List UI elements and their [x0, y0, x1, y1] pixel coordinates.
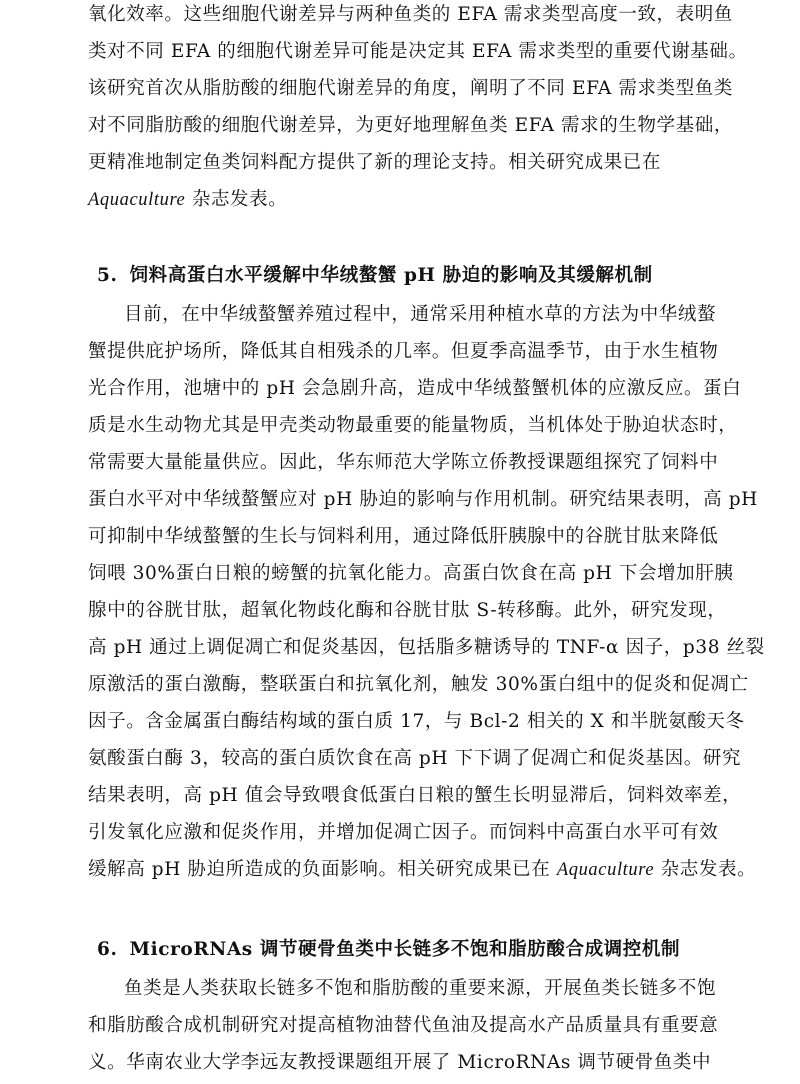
line-tail: 杂志发表。 [654, 859, 757, 880]
paragraph-line: 因子。含金属蛋白酶结构域的蛋白质 17，与 Bcl-2 相关的 X 和半胱氨酸天冬 [88, 711, 745, 732]
paragraph-line: 氧化效率。这些细胞代谢差异与两种鱼类的 EFA 需求类型高度一致，表明鱼 [88, 4, 733, 25]
paragraph-line: 该研究首次从脂肪酸的细胞代谢差异的角度，阐明了不同 EFA 需求类型鱼类 [88, 78, 733, 99]
paragraph-line: 结果表明，高 pH 值会导致喂食低蛋白日粮的蟹生长明显滞后，饲料效率差， [88, 785, 742, 806]
section-title: 调节硬骨鱼类中长链多不饱和脂肪酸合成调控机制 [252, 939, 681, 960]
section-title-latin: MicroRNAs [129, 939, 253, 960]
paragraph-line: 可抑制中华绒螯蟹的生长与饲料利用，通过降低肝胰腺中的谷胱甘肽来降低 [88, 526, 719, 547]
journal-name: Aquaculture [88, 190, 186, 210]
paragraph-line: 原激活的蛋白激酶，整联蛋白和抗氧化剂，触发 30%蛋白组中的促炎和促凋亡 [88, 674, 749, 695]
paragraph-line: 高 pH 通过上调促凋亡和促炎基因，包括脂多糖诱导的 TNF-α 因子，p38 丝裂 [88, 637, 765, 658]
paragraph-line: 对不同脂肪酸的细胞代谢差异，为更好地理解鱼类 EFA 需求的生物学基础， [88, 115, 733, 136]
paragraph-line: 义。华南农业大学李远友教授课题组开展了 MicroRNAs 调节硬骨鱼类中 [88, 1052, 712, 1073]
paragraph-line [88, 858, 757, 882]
paragraph-line: 鱼类是人类获取长链多不饱和脂肪酸的重要来源，开展鱼类长链多不饱 [124, 978, 717, 999]
paragraph-line: 引发氧化应激和促炎作用，并增加促凋亡因子。而饲料中高蛋白水平可有效 [88, 822, 719, 843]
paragraph-line: 光合作用，池塘中的 pH 会急剧升高，造成中华绒螯蟹机体的应激反应。蛋白 [88, 378, 742, 399]
section-number: 6. [97, 939, 118, 960]
journal-name: Aquaculture [556, 860, 655, 880]
paragraph-line: 更精准地制定鱼类饲料配方提供了新的理论支持。相关研究成果已在 [88, 152, 662, 173]
line-tail: 杂志发表。 [185, 189, 288, 210]
paragraph-line: 目前，在中华绒螯蟹养殖过程中，通常采用种植水草的方法为中华绒螯 [124, 304, 717, 325]
section-number: 5. [97, 265, 118, 286]
paragraph-line: 蛋白水平对中华绒螯蟹应对 pH 胁迫的影响与作用机制。研究结果表明，高 pH [88, 489, 758, 510]
section-title: 饲料高蛋白水平缓解中华绒螯蟹 pH 胁迫的影响及其缓解机制 [129, 265, 653, 286]
paragraph-line: 和脂肪酸合成机制研究对提高植物油替代鱼油及提高水产品质量具有重要意 [88, 1015, 719, 1036]
section-heading-5 [97, 264, 653, 288]
line-head: 缓解高 pH 胁迫所造成的负面影响。相关研究成果已在 [88, 859, 557, 880]
paragraph-line: 饲喂 30%蛋白日粮的螃蟹的抗氧化能力。高蛋白饮食在高 pH 下会增加肝胰 [88, 563, 734, 584]
paragraph-line: 类对不同 EFA 的细胞代谢差异可能是决定其 EFA 需求类型的重要代谢基础。 [88, 41, 748, 62]
paragraph-line: 常需要大量能量供应。因此，华东师范大学陈立侨教授课题组探究了饲料中 [88, 452, 719, 473]
paragraph-line: 蟹提供庇护场所，降低其自相残杀的几率。但夏季高温季节，由于水生植物 [88, 341, 719, 362]
paragraph-line: 腺中的谷胱甘肽，超氧化物歧化酶和谷胱甘肽 S-转移酶。此外，研究发现， [88, 600, 727, 621]
section-heading-6 [97, 938, 680, 962]
paragraph-line: 氨酸蛋白酶 3，较高的蛋白质饮食在高 pH 下下调了促凋亡和促炎基因。研究 [88, 748, 742, 769]
paragraph-line: 质是水生动物尤其是甲壳类动物最重要的能量物质，当机体处于胁迫状态时， [88, 415, 738, 436]
paragraph-line [88, 188, 738, 212]
